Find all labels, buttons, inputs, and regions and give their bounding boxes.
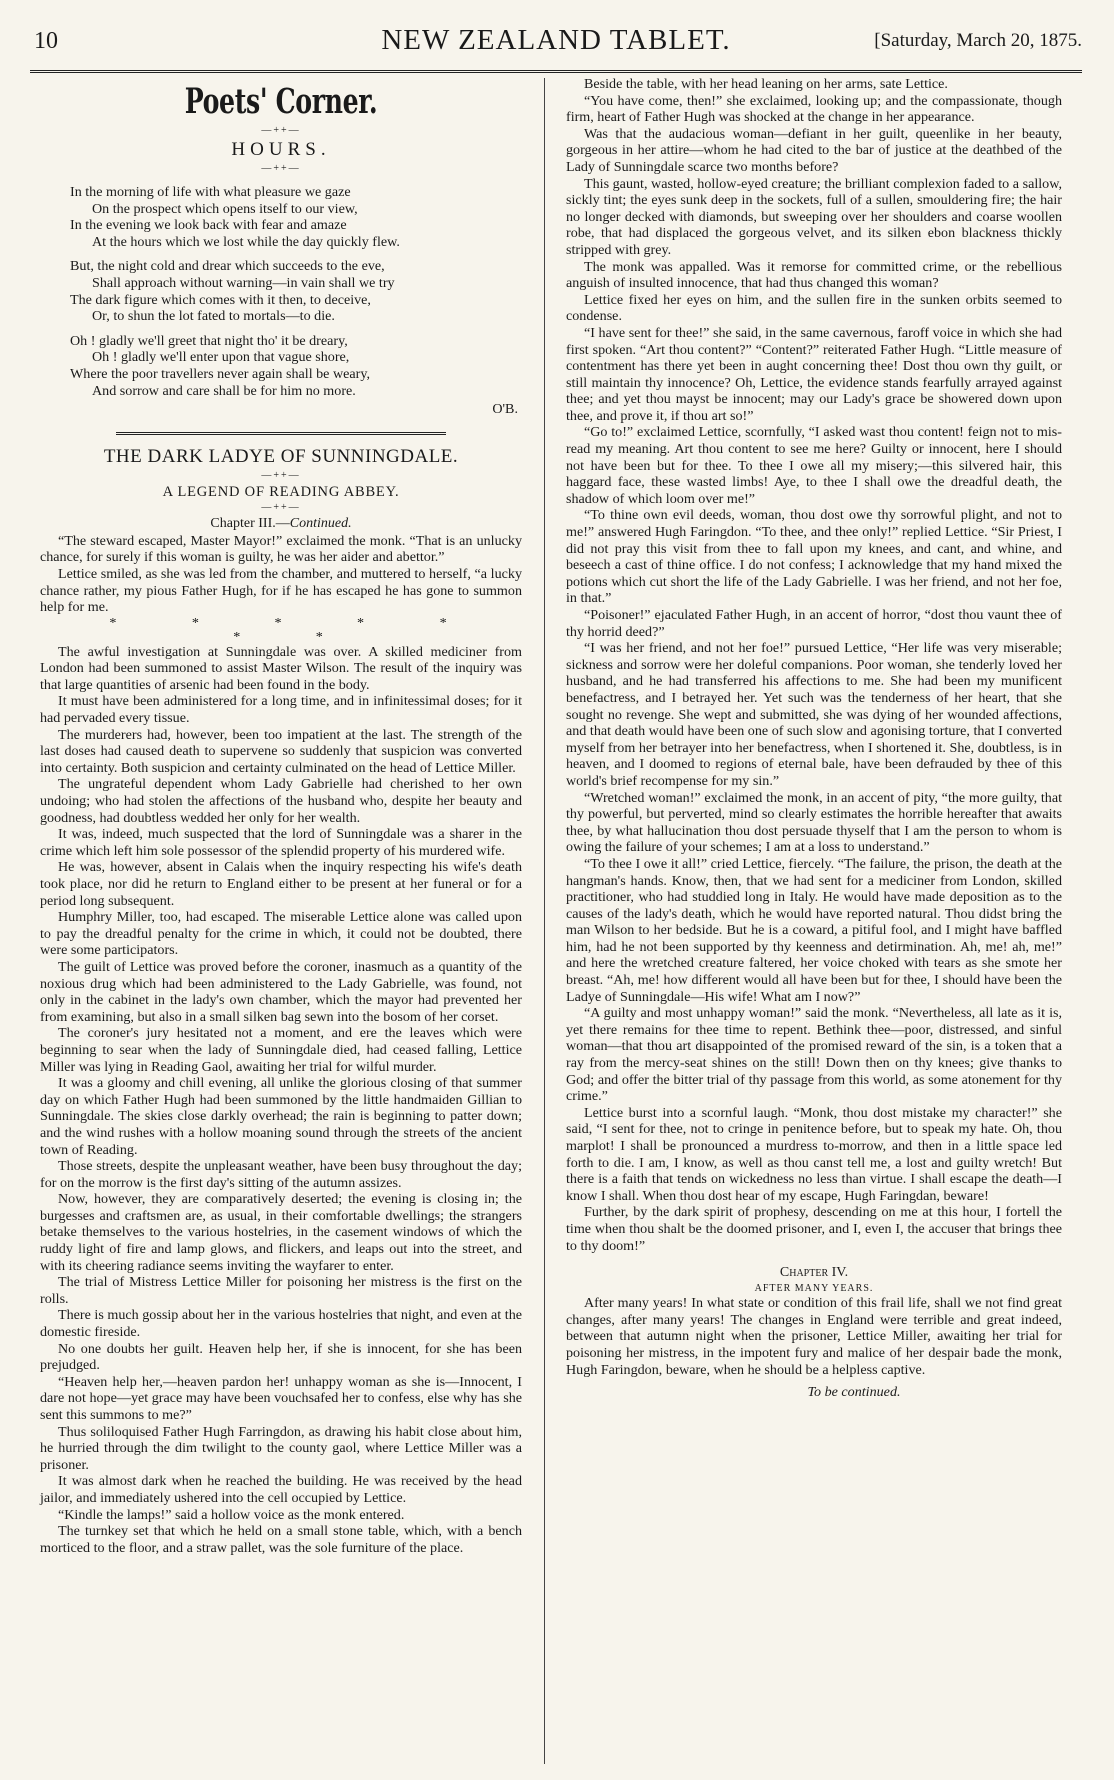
- poem-body: [40, 184, 522, 399]
- chapter-4-paragraph: After many years! In what state or condition of this frail life, shall we not find great changes, after many years! The changes in England were terrible and great indeed, between that autumn night when the prisoner, Lettice Miller, awaiting her trial for poisoning her mistress, in the impotent fury and malice of her despair bade the monk, Hugh Faringdon, beware, when he should be a helpless captive.: [566, 1295, 1062, 1378]
- ornament: —++—: [261, 125, 301, 136]
- story-subtitle: A LEGEND OF READING ABBEY.: [162, 483, 400, 500]
- poem-stanza: [40, 184, 522, 250]
- story-text-b: [40, 644, 522, 1557]
- story-paragraph: It was a gloomy and chill evening, all unlike the glorious closing of that summer day on which Father Hugh had been summoned by the little handmaiden Gillian to Sunningdale. The skies close darkly overhead; the rain is beginning to patter down; and the wind rushes with a hollow moaning sound through the streets of the ancient town of Reading.: [40, 1075, 522, 1158]
- column-divider: [544, 78, 545, 1764]
- story-paragraph: It was almost dark when he reached the building. He was received by the head jailor, and immediately ushered into the cell occupied by Lettice.: [40, 1473, 522, 1506]
- chapter-heading: Chapter III.—Continued.: [210, 515, 352, 531]
- poem-stanza: [40, 333, 522, 399]
- story-paragraph: Thus soliloquised Father Hugh Farringdon, as drawing his habit close about him, he hurried through the dim twilight to the county gaol, where Lettice Miller was a prisoner.: [40, 1423, 522, 1473]
- story-text-a: [40, 533, 522, 616]
- poem-line: In the evening we look back with fear and amaze: [70, 217, 347, 234]
- left-column: [40, 76, 522, 1556]
- story-paragraph: “I was her friend, and not her foe!” pursued Lettice, “Her life was very miserable; sickness and sorrow were her doleful companions. Poor woman, she tenderly loved her husband, and he had transferred his affections to me. She had been my munificent benefactress, and I betrayed her. Yet such was the tenderness of her heart, that she sought no revenge. She wept and submitted, she was dying of her wounded affections, and that death would have been one of such slow and agonising torture, that I converted myself from her betrayer into her benefactress, when I shortened it. She, doubtless, is in heaven, and I doomed to regions of eternal bale, have been defrauded by thee of this world's brief recompense for my sin.”: [566, 640, 1062, 789]
- story-paragraph: Further, by the dark spirit of prophesy, descending on me at this hour, I fortell the time when thou shalt be the doomed prisoner, and I, even I, the accuser that brings thee to thy doom!”: [566, 1204, 1062, 1254]
- story-paragraph: The guilt of Lettice was proved before the coroner, inasmuch as a quantity of the noxious drug which had been administered to the Lady Gabrielle, was found, not only in the cabinet in the lady's own chamber, which the mayor had prevented her from examining, but also in a small silken bag sewn into the bosom of her corset.: [40, 958, 522, 1025]
- right-column: [566, 76, 1062, 1401]
- story-paragraph: No one doubts her guilt. Heaven help her, if she is innocent, for she has been prejudged.: [40, 1340, 522, 1374]
- poem-line: On the prospect which opens itself to our view,: [92, 200, 358, 217]
- story-paragraph: The ungrateful dependent whom Lady Gabrielle had cherished to her own undoing; who had stolen the affections of the husband who, despite her beauty and goodness, had doubtless wedded her only for her wealth.: [40, 776, 522, 826]
- story-paragraph: The murderers had, however, been too impatient at the last. The strength of the last doses had caused death to supervene so suddenly that suspicion was converted into certainty. Both suspicion and certainty culminated on the head of Lettice Miller.: [40, 726, 522, 776]
- story-paragraph: The coroner's jury hesitated not a moment, and ere the leaves which were beginning to sear when the lady of Sunningdale died, had ceased falling, Lettice Miller was lying in Reading Gaol, awaiting her trial for wilful murder.: [40, 1025, 522, 1075]
- poem-line: Where the poor travellers never again shall be weary,: [70, 365, 371, 382]
- page-header: [30, 22, 1082, 66]
- poem-line: But, the night cold and drear which succeeds to the eve,: [70, 258, 385, 275]
- story-paragraph: It must have been administered for a long time, and in infinitessimal doses; for it had pervaded every tissue.: [40, 693, 522, 727]
- story-paragraph: There is much gossip about her in the various hostelries that night, and even at the domestic fireside.: [40, 1307, 522, 1341]
- story-paragraph: “You have come, then!” she exclaimed, looking up; and the compassionate, though firm, heart of Father Hugh was shocked at the change in her appearance.: [566, 92, 1062, 126]
- poem-line: Or, to shun the lot fated to mortals—to die.: [92, 308, 335, 325]
- poem-signature: O'B.: [492, 401, 518, 418]
- section-break-stars: * * * * * * *: [109, 614, 483, 645]
- poem-line: Oh ! gladly we'll enter upon that vague shore,: [92, 349, 350, 366]
- chapter-4-heading: Chapter IV.: [779, 1265, 849, 1281]
- story-paragraph: “Wretched woman!” exclaimed the monk, in an accent of pity, “the more guilty, that thy powerful, but perverted, mind so clearly estimates the horrible hereafter that awaits thee, by what hallucination thou dost persuade thyself that I am the person to whom is owing the failure of your schemes; I am at a loss to understand.”: [566, 789, 1062, 856]
- poem-line: At the hours which we lost while the day quickly flew.: [92, 233, 400, 250]
- story-paragraph: “The steward escaped, Master Mayor!” exclaimed the monk. “That is an unlucky chance, for surely if this woman is guilty, he was her aider and abettor.”: [40, 532, 522, 566]
- masthead-title: NEW ZEALAND TABLET.: [381, 24, 731, 56]
- poem-stanza: [40, 258, 522, 324]
- story-paragraph: “I have sent for thee!” she said, in the same cavernous, faroff voice in which she had first spoken. “Art thou content?” “Content?” reiterated Father Hugh. “Little measure of contentment has there yet been in aught concerning thee! Dost thou own thy guilt, or still maintain thy innocence? Oh, Lettice, the evidence stands fearfully arrayed against thee; and yet thou mayst be innocent; may our Lady's grace be showered down upon thee, and prove it, if thou art so!”: [566, 324, 1062, 424]
- story-paragraph: Humphry Miller, too, had escaped. The miserable Lettice alone was called upon to pay the dreadful penalty for the crime in which, it could not be doubted, there were some participators.: [40, 909, 522, 959]
- story-paragraph: “Poisoner!” ejaculated Father Hugh, in an accent of horror, “dost thou vaunt thee of thy horrid deed?”: [566, 607, 1062, 640]
- story-paragraph: The trial of Mistress Lettice Miller for poisoning her mistress is the first on the rolls.: [40, 1274, 522, 1307]
- poem-line: Shall approach without warning—in vain shall we try: [92, 274, 395, 291]
- poem-line: Oh ! gladly we'll greet that night tho' it be dreary,: [70, 332, 348, 349]
- story-paragraph: “Heaven help her,—heaven pardon her! unhappy woman as she is—Innocent, I dare not hope—yet grace may have been vouchsafed her to confess, else why has she sent this summons to me?”: [40, 1373, 522, 1423]
- story-paragraph: The monk was appalled. Was it remorse for committed crime, or the rebellious anguish of insulted innocence, that had thus changed this woman?: [566, 258, 1062, 292]
- to-be-continued: To be continued.: [807, 1384, 901, 1401]
- story-paragraph: “Kindle the lamps!” said a hollow voice as the monk entered.: [58, 1506, 405, 1523]
- ornament: —++—: [261, 163, 301, 174]
- story-title: THE DARK LADYE OF SUNNINGDALE.: [103, 445, 459, 467]
- story-paragraph: “A guilty and most unhappy woman!” said the monk. “Nevertheless, all late as it is, yet there remains for thee time to repent. Bethink thee—poor, distressed, and sinful woman—that thou art disappointed of the promised reward of the sin, is a token that a ray from the mercy-seat shines on the still! Down then on thy knees; give thanks to God; and offer the bitter trial of thy passage from this world, as some atonement for thy crime.”: [566, 1005, 1062, 1105]
- story-paragraph: “To thee I owe it all!” cried Lettice, fiercely. “The failure, the prison, the death at the hangman's hands. Know, then, that we had sent for a mediciner from London, skilled practitioner, who had studdied long in Italy. He would have made deposition as to the causes of the lady's death, which he would have reported natural. Thou didst bring the man Wilson to her bedside. But he is a coward, a pitiful fool, and I might have baffled him, had he not been supported by thy keenness and detirmination. Ah, me! ah, me!” and here the wretched creature faltered, her voice choked with tears as she smote her breast. “Ah, me! how different would all have been but for thee, I should have been the Ladye of Sunningdale—His wife! What am I now?”: [566, 855, 1062, 1005]
- poem-line: The dark figure which comes with it then, to deceive,: [70, 291, 371, 308]
- story-paragraph: Lettice fixed her eyes on him, and the sullen fire in the sunken orbits seemed to condense.: [566, 291, 1062, 325]
- story-paragraph: Now, however, they are comparatively deserted; the evening is closing in; the burgesses and craftsmen are, as usual, in their comfortable dwellings; the strangers betake themselves to the various hostelries, in the casement windows of which the ruddy light of fire and lamp glows, and flickers, and leaps out into the street, and with its cheering radiance seems inviting the wayfarer to enter.: [40, 1191, 522, 1274]
- ornament: —++—: [261, 501, 301, 513]
- story-paragraph: Lettice burst into a scornful laugh. “Monk, thou dost mistake my character!” she said, “I sent for thee, not to cringe in penitence before, but to speak my hate. Oh, thou marplot! I shall be pronounced a murdress to-morrow, and then in a little space led forth to die. I am, I know, as well as thou canst tell me, a lost and guilty wretch! But there is a faith that tends on wickedness no less than virtue. I shall escape the death—I know I shall. When thou dost hear of my escape, Hugh Faringdan, beware!: [566, 1104, 1062, 1204]
- story-paragraph: Those streets, despite the unpleasant weather, have been busy throughout the day; for on the morrow is the first day's sitting of the autumn assizes.: [40, 1158, 522, 1191]
- story-paragraph: The turnkey set that which he held on a small stone table, which, with a bench morticed to the floor, and a straw pallet, was the sole furniture of the place.: [40, 1523, 522, 1556]
- story-paragraph: “To thine own evil deeds, woman, thou dost owe thy sorrowful plight, and not to me!” answered Hugh Faringdon. “To thee, and thee only!” replied Lettice. “Sir Priest, I did not pray this visit from thee to fall upon my knees, and cant, and whine, and beseech a cast of thine office. I do not confess; I acknowledge that my hand mixed the potions which cut short the life of the Lady Gabrielle. I was her friend, and not her foe, in that.”: [566, 507, 1062, 607]
- poem-line: And sorrow and care shall be for him no more.: [92, 382, 356, 399]
- story-paragraph: Was that the audacious woman—defiant in her guilt, queenlike in her beauty, gorgeous in her attire—whom he had cited to the bar of justice at the deathbed of the Lady of Sunningdale scarce two months before?: [566, 125, 1062, 175]
- poem-line: In the morning of life with what pleasure we gaze: [70, 184, 351, 200]
- section-rule: [116, 432, 446, 435]
- poets-corner-heading: Poets' Corner.: [184, 81, 378, 122]
- story-paragraph: He was, however, absent in Calais when the inquiry respecting his wife's death took place, nor did he return to England either to be present at her funeral or for a period long subsequent.: [40, 859, 522, 909]
- chapter-4-subtitle: AFTER MANY YEARS.: [754, 1283, 874, 1295]
- ornament: —++—: [261, 469, 301, 481]
- story-paragraph: Beside the table, with her head leaning on her arms, sate Lettice.: [584, 76, 948, 92]
- page-number: 10: [34, 28, 58, 54]
- issue-date: [Saturday, March 20, 1875.: [874, 30, 1082, 51]
- story-paragraph: It was, indeed, much suspected that the lord of Sunningdale was a sharer in the crime which left him sole possessor of the splendid property of his murdered wife.: [40, 826, 522, 859]
- story-paragraph: The awful investigation at Sunningdale was over. A skilled mediciner from London had been summoned to assist Master Wilson. The result of the inquiry was that large quantities of arsenic had been found in the body.: [40, 643, 522, 693]
- poem-title: HOURS.: [231, 139, 331, 160]
- story-paragraph: Lettice smiled, as she was led from the chamber, and muttered to herself, “a lucky chance rather, my pious Father Hugh, for if he has escaped he has gone to summon help for me.: [40, 565, 522, 616]
- story-text-c: [566, 76, 1062, 1254]
- header-rule: [30, 70, 1082, 73]
- story-paragraph: “Go to!” exclaimed Lettice, scornfully, “I asked wast thou content! feign not to mis-read my meaning. Art thou content to see me here? Guilty or innocent, here I should not have been but for thee. To thee I owe all my misery;—this silvered hair, this haggard face, these wasted limbs! Aye, to thee I shall owe the dreadful death, the shadow of which loom over me!”: [566, 424, 1062, 507]
- story-paragraph: This gaunt, wasted, hollow-eyed creature; the brilliant complexion faded to a sallow, sickly tint; the eyes sunk deep in the sockets, full of a sullen, smouldering fire; the hair no longer decked with diamonds, but sweeping over her shoulders and coarse woollen robe, that had displaced the gorgeous velvet, and its silken ebon blackness thickly stripped with grey.: [566, 175, 1062, 258]
